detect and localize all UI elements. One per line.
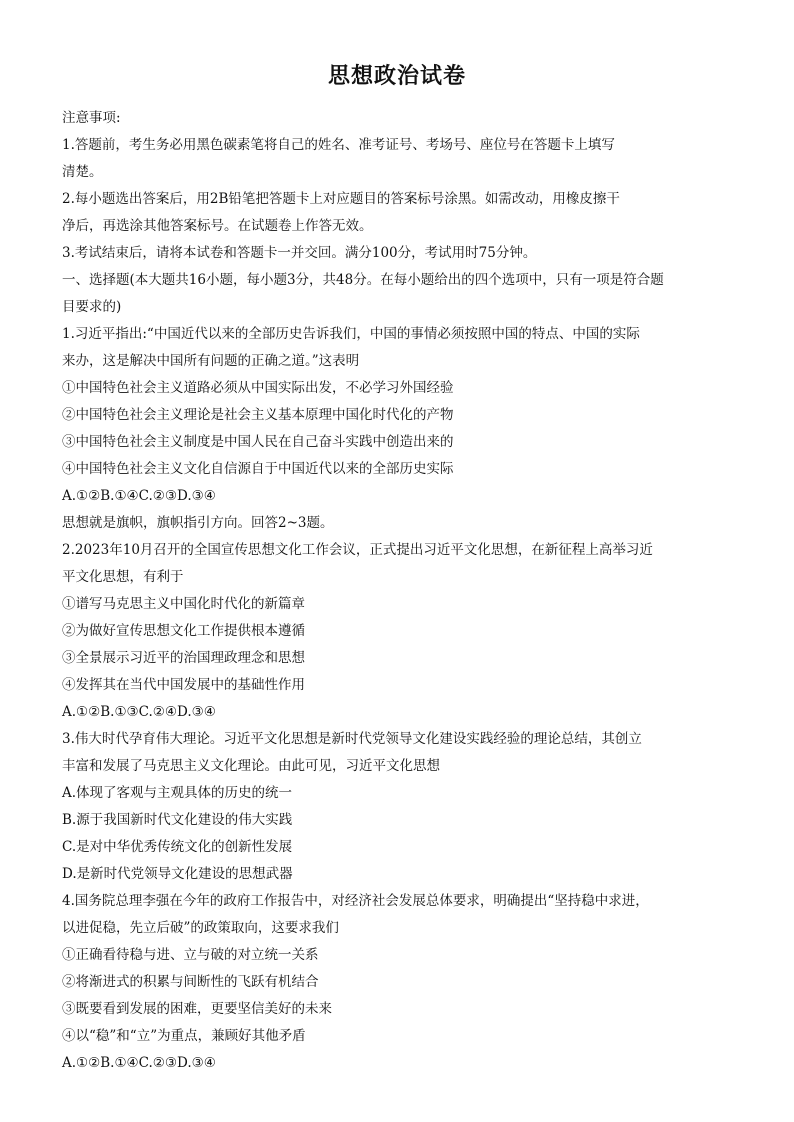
question-2-item-4: ④发挥其在当代中国发展中的基础性作用 — [62, 677, 305, 693]
question-3-option-a: A.体现了客观与主观具体的历史的统一 — [62, 785, 293, 801]
question-3-option-c: C.是对中华优秀传统文化的创新性发展 — [62, 839, 293, 855]
notice-item-2-cont: 净后，再选涂其他答案标号。在试题卷上作答无效。 — [62, 218, 373, 234]
question-1-item-1: ①中国特色社会主义道路必须从中国实际出发，不必学习外国经验 — [62, 380, 454, 396]
question-1-options: A.①②B.①④C.②③D.③④ — [62, 488, 216, 504]
notice-item-3: 3.考试结束后，请将本试卷和答题卡一并交回。满分100分，考试用时75分钟。 — [62, 245, 537, 261]
page-title: 思想政治试卷 — [327, 64, 466, 89]
question-1-item-4: ④中国特色社会主义文化自信源自于中国近代以来的全部历史实际 — [62, 461, 454, 477]
question-4-options: A.①②B.①④C.②③D.③④ — [62, 1055, 216, 1071]
question-4-stem-cont: 以进促稳，先立后破”的政策取向，这要求我们 — [62, 920, 339, 936]
question-1-stem-cont: 来办，这是解决中国所有问题的正确之道。”这表明 — [62, 353, 360, 369]
question-1-item-2: ②中国特色社会主义理论是社会主义基本原理中国化时代化的产物 — [62, 407, 454, 423]
question-2-options: A.①②B.①③C.②④D.③④ — [62, 704, 216, 720]
section-heading-cont: 目要求的) — [62, 299, 122, 315]
question-4-item-2: ②将渐进式的积累与间断性的飞跃有机结合 — [62, 974, 319, 990]
question-4-item-1: ①正确看待稳与进、立与破的对立统一关系 — [62, 947, 319, 963]
notice-heading: 注意事项: — [62, 110, 121, 126]
question-2-item-1: ①谱写马克思主义中国化时代化的新篇章 — [62, 596, 305, 612]
question-2-stem-cont: 平文化思想，有利于 — [62, 569, 184, 585]
notice-item-1: 1.答题前，考生务必用黑色碳素笔将自己的姓名、准考证号、考场号、座位号在答题卡上填写 — [62, 137, 615, 153]
question-1-stem: 1.习近平指出:“中国近代以来的全部历史告诉我们，中国的事情必须按照中国的特点、中国的实际 — [62, 326, 640, 342]
question-3-option-d: D.是新时代党领导文化建设的思想武器 — [62, 866, 293, 882]
question-3-option-b: B.源于我国新时代文化建设的伟大实践 — [62, 812, 293, 828]
question-1-item-3: ③中国特色社会主义制度是中国人民在自己奋斗实践中创造出来的 — [62, 434, 454, 450]
group-intro: 思想就是旗帜，旗帜指引方向。回答2~3题。 — [62, 515, 334, 531]
question-4-item-3: ③既要看到发展的困难，更要坚信美好的未来 — [62, 1001, 332, 1017]
section-heading: 一、选择题(本大题共16小题，每小题3分，共48分。在每小题给出的四个选项中，只有一项是符合题 — [62, 272, 664, 288]
question-2-item-2: ②为做好宣传思想文化工作提供根本遵循 — [62, 623, 305, 639]
notice-item-1-cont: 清楚。 — [62, 164, 103, 180]
question-4-item-4: ④以“稳”和“立”为重点，兼顾好其他矛盾 — [62, 1028, 306, 1044]
question-3-stem: 3.伟大时代孕育伟大理论。习近平文化思想是新时代党领导文化建设实践经验的理论总结，其创立 — [62, 731, 642, 747]
question-3-stem-cont: 丰富和发展了马克思主义文化理论。由此可见，习近平文化思想 — [62, 758, 440, 774]
question-2-item-3: ③全景展示习近平的治国理政理念和思想 — [62, 650, 305, 666]
question-4-stem: 4.国务院总理李强在今年的政府工作报告中，对经济社会发展总体要求，明确提出“坚持稳中求进， — [62, 893, 649, 909]
question-2-stem: 2.2023年10月召开的全国宣传思想文化工作会议，正式提出习近平文化思想，在新征程上高举习近 — [62, 542, 653, 558]
notice-item-2: 2.每小题选出答案后，用2B铅笔把答题卡上对应题目的答案标号涂黑。如需改动，用橡皮擦干 — [62, 191, 620, 207]
